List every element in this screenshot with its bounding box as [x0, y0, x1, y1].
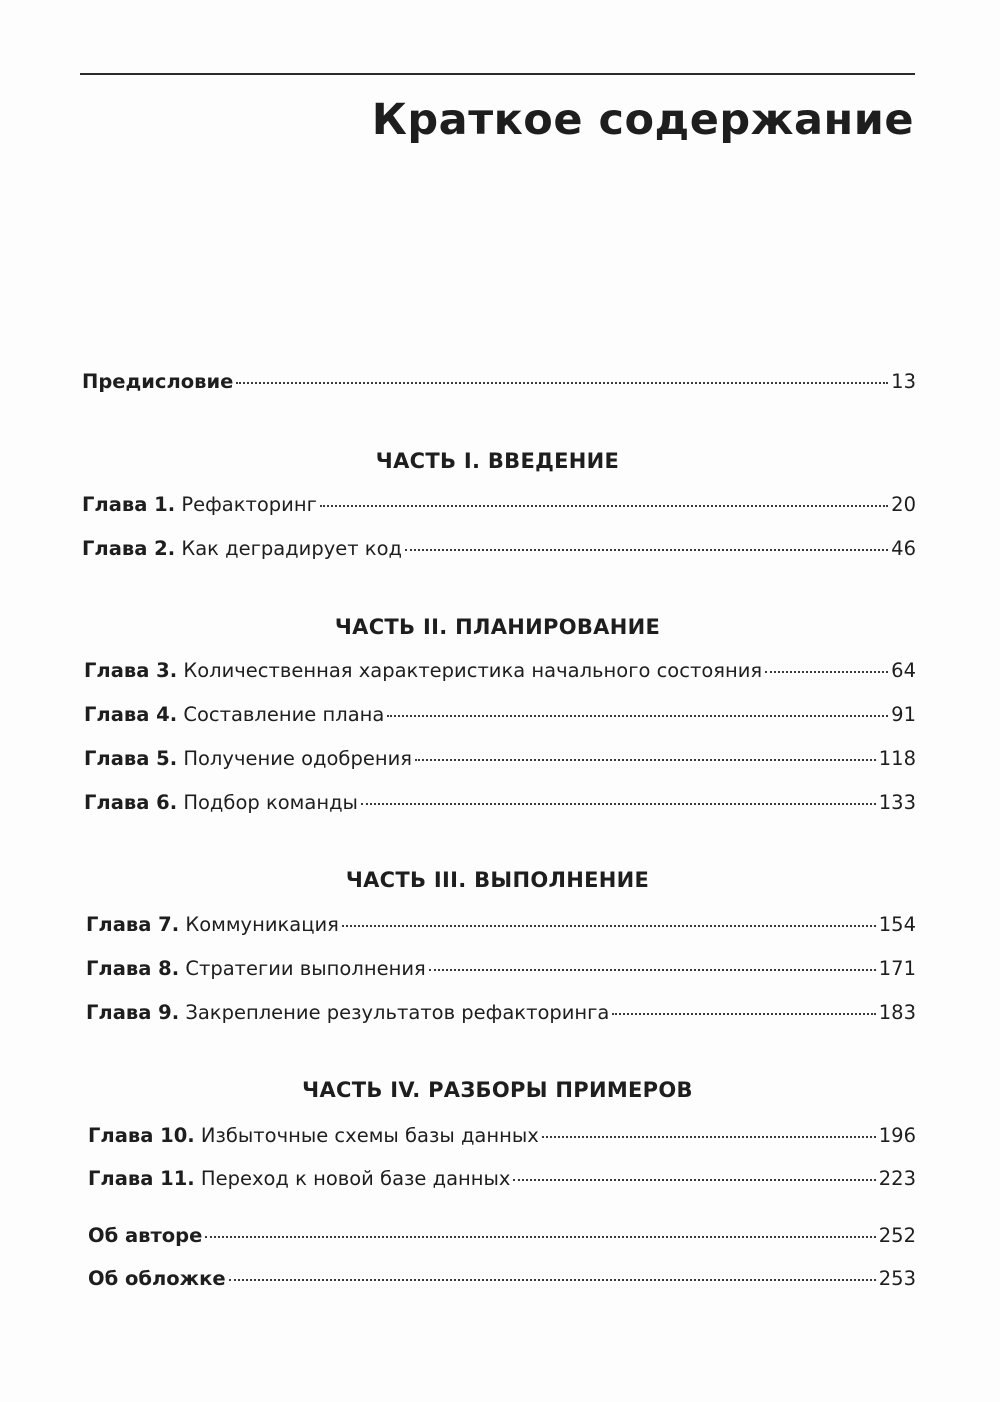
leader-dots — [320, 505, 888, 507]
part-heading-3: ЧАСТЬ III. ВЫПОЛНЕНИЕ — [345, 868, 650, 892]
toc-entry-label: Глава 1. Рефакторинг — [82, 493, 317, 516]
toc-entry-label: Глава 11. Переход к новой базе данных — [88, 1167, 511, 1190]
toc-entry-chapter-4 — [84, 703, 916, 726]
toc-entry-chapter-6 — [84, 791, 916, 814]
toc-entry-label: Глава 10. Избыточные схемы базы данных — [88, 1124, 539, 1147]
toc-entry-page: 196 — [878, 1124, 916, 1147]
toc-entry-label: Глава 8. Стратегии выполнения — [86, 957, 426, 980]
part-heading-1: ЧАСТЬ I. ВВЕДЕНИЕ — [375, 449, 620, 473]
toc-entry-label: Глава 9. Закрепление результатов рефакторинга — [86, 1001, 610, 1024]
toc-entry-page: 64 — [891, 659, 916, 682]
leader-dots — [765, 671, 888, 673]
leader-dots — [405, 549, 888, 551]
toc-entry-page: 118 — [878, 747, 916, 770]
toc-entry-chapter-1 — [82, 493, 916, 516]
toc-entry-label: Глава 6. Подбор команды — [84, 791, 358, 814]
leader-dots — [513, 1179, 875, 1181]
leader-dots — [542, 1136, 876, 1138]
leader-dots — [612, 1013, 875, 1015]
toc-entry-chapter-8 — [86, 957, 916, 980]
leader-dots — [205, 1236, 875, 1238]
toc-entry-label: Об авторе — [88, 1224, 203, 1247]
toc-entry-label: Об обложке — [88, 1267, 226, 1290]
leader-dots — [361, 803, 876, 805]
leader-dots — [429, 969, 876, 971]
toc-entry-chapter-11 — [88, 1167, 916, 1190]
leader-dots — [229, 1279, 876, 1281]
leader-dots — [387, 715, 888, 717]
toc-entry-page: 133 — [878, 791, 916, 814]
toc-entry-chapter-5 — [84, 747, 916, 770]
toc-entry-chapter-7 — [86, 913, 916, 936]
toc-entry-page: 154 — [878, 913, 916, 936]
toc-entry-page: 91 — [891, 703, 916, 726]
toc-entry-page: 223 — [878, 1167, 916, 1190]
part-heading-4: ЧАСТЬ IV. РАЗБОРЫ ПРИМЕРОВ — [302, 1078, 693, 1102]
toc-entry-chapter-2 — [82, 537, 916, 560]
toc-entry-preface — [82, 370, 916, 393]
toc-entry-chapter-10 — [88, 1124, 916, 1147]
toc-entry-label: Глава 7. Коммуникация — [86, 913, 339, 936]
toc-entry-page: 46 — [891, 537, 916, 560]
toc-entry-page: 171 — [878, 957, 916, 980]
toc-entry-page: 183 — [878, 1001, 916, 1024]
toc-entry-chapter-9 — [86, 1001, 916, 1024]
top-rule — [80, 73, 915, 75]
toc-entry-page: 13 — [891, 370, 916, 393]
page-title: Краткое содержание — [371, 95, 914, 145]
toc-entry-about-author — [88, 1224, 916, 1247]
leader-dots — [415, 759, 876, 761]
toc-entry-chapter-3 — [84, 659, 916, 682]
toc-entry-page: 253 — [878, 1267, 916, 1290]
toc-entry-page: 20 — [891, 493, 916, 516]
part-heading-2: ЧАСТЬ II. ПЛАНИРОВАНИЕ — [334, 615, 661, 639]
toc-entry-page: 252 — [878, 1224, 916, 1247]
leader-dots — [342, 925, 876, 927]
toc-entry-label: Глава 3. Количественная характеристика начального состояния — [84, 659, 763, 682]
leader-dots — [236, 382, 888, 384]
toc-entry-about-cover — [88, 1267, 916, 1290]
toc-entry-label: Глава 5. Получение одобрения — [84, 747, 412, 770]
toc-entry-label: Глава 4. Составление плана — [84, 703, 385, 726]
toc-entry-label: Глава 2. Как деградирует код — [82, 537, 402, 560]
toc-entry-label: Предисловие — [82, 370, 234, 393]
